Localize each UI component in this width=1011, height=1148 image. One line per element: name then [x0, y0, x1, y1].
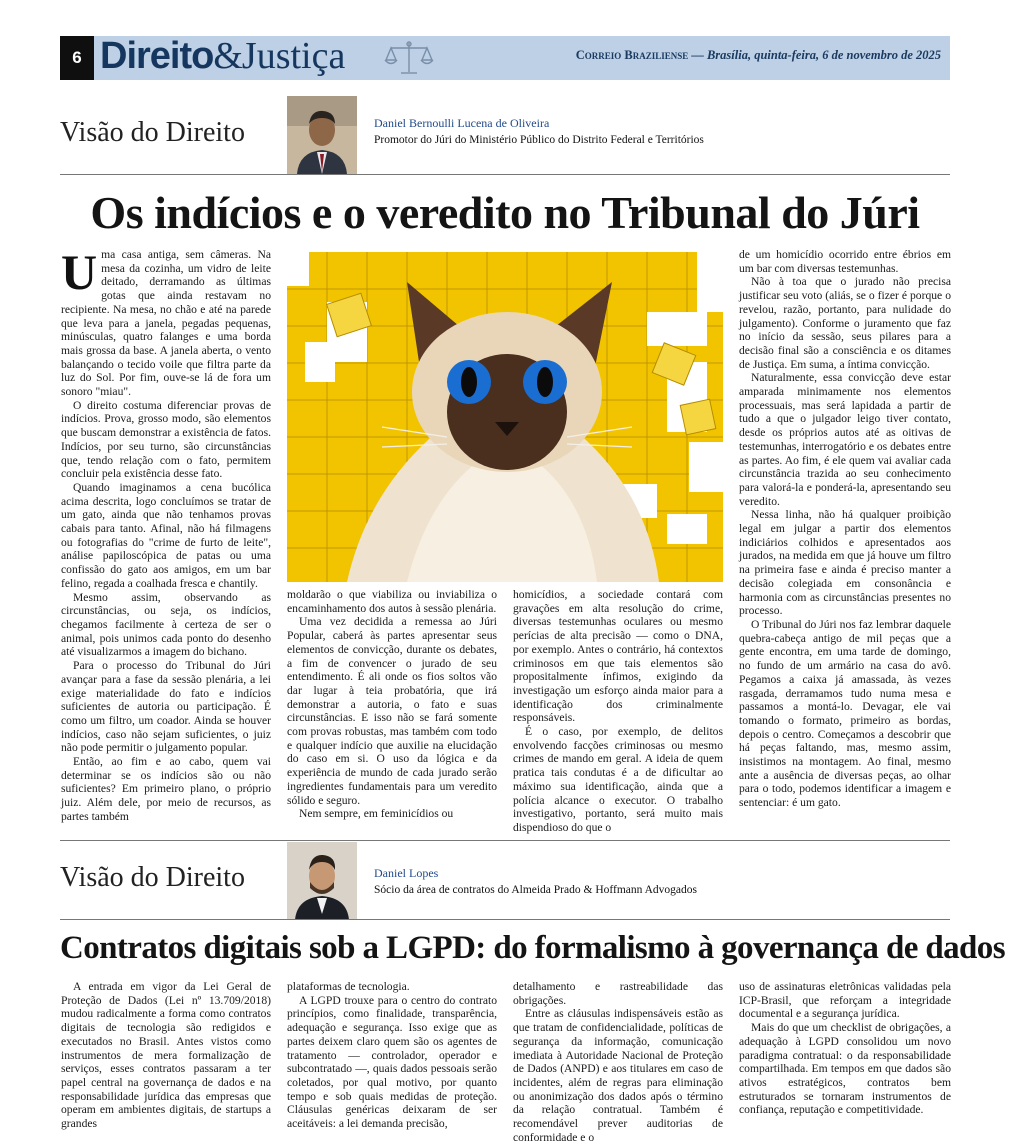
- paragraph: Mesmo assim, observando as circunstâncias, ou seja, os indícios, chegamos facilmente à certeza de ser o animal, pois unimos cada ponto do desenho até visualizarmos a imagem do bichano.: [61, 590, 271, 659]
- paragraph: É o caso, por exemplo, de delitos envolvendo facções criminosas ou mesmo crimes de mando em geral. A ideia de quem pratica tais condutas é a de dificultar ao máximo sua identificação, ainda que a polícia alcance o executor. O trabalho investigativo, portanto, será muito mais dispendioso do que o: [513, 725, 723, 834]
- paragraph: homicídios, a sociedade contará com gravações em alta resolução do crime, diversas testemunhas oculares ou mesmo perícias de alta precisão — como o DNA, por exemplo. Antes o contrário, há contextos criminosos em que tais elementos são propositalmente ínfimos, exigindo da investigação um esforço ainda maior para a identificação dos criminalmente responsáveis.: [513, 588, 723, 725]
- paragraph: de um homicídio ocorrido entre ébrios em um bar com diversas testemunhas.: [739, 248, 951, 275]
- headline-1: Os indícios e o veredito no Tribunal do Júri: [90, 187, 920, 238]
- paragraph: Mais do que um checklist de obrigações, a adequação à LGPD consolidou um novo paradigma contratual: o da responsabilidade compartilhada. Em tempos em que dados são ativos estratégicos, contratos bem estruturados se tornaram instrumentos de confiança, reputação e competitividade.: [739, 1021, 951, 1117]
- paragraph: detalhamento e rastreabilidade das obrigações.: [513, 980, 723, 1007]
- paragraph: Quando imaginamos a cena bucólica acima descrita, logo concluímos se tratar de um gato, ainda que não tenhamos provas cabais para tanto. Afinal, não há filmagens ou fotografias do "crime de furto de leite", análise papiloscópica de patas ou uma confissão do gato aos amigos, em um bar felino, regada a coalhada fresca e chantily.: [61, 480, 271, 590]
- article2-col2: [287, 980, 497, 1131]
- page-number: 6: [60, 36, 94, 80]
- article2-col4: [739, 980, 951, 1120]
- author-role-2: Sócio da área de contratos do Almeida Prado & Hoffmann Advogados: [374, 884, 697, 896]
- section-title: [100, 34, 345, 78]
- scales-of-justice-icon: [383, 40, 435, 76]
- paragraph: Não à toa que o jurado não precisa justificar seu voto (aliás, se o fizer é porque o revelou, razão, portanto, para nulidade do julgamento). Conforme o juramento que faz no início da sessão, seus pilares para a decisão final são a consciência e os ditames de Justiça. Em suma, a íntima convicção.: [739, 275, 951, 371]
- paragraph: A entrada em vigor da Lei Geral de Proteção de Dados (Lei nº 13.709/2018) mudou radicalmente a forma como contratos digitais de tecnologia são redigidos e executados no Brasil. Antes vistos como instrumentos de mera formalização de serviços, esses contratos passaram a ter papel central na governança de dados e na responsabilidade jurídica das empresas que operam em ambientes digitais, de startups a grandes: [61, 980, 271, 1131]
- paragraph: Uma vez decidida a remessa ao Júri Popular, caberá às partes apresentar seus elementos de convicção, durante os debates, a fim de convencer o jurado de seu entendimento. É ali onde os fios soltos vão dar lugar à teia probatória, que irá demonstrar a autoria, o fato e suas circunstâncias. E isso não se fará somente com provas robustas, mas também com todo e qualquer indício que auxilie na elucidação do caso em si. O uso da lógica e da experiência de mundo de cada jurado serão ingredientes fundamentais para um veredito sólido e seguro.: [287, 615, 497, 807]
- paragraph: ma casa antiga, sem câmeras. Na mesa da cozinha, um vidro de leite deitado, derramando as últimas gotas que ainda restavam no recipiente. Na mesa, no chão e até na parede que leva para a janela, pegadas pequenas, minúsculas, quatro falanges e uma borda mais grossa da base. A janela aberta, o vento balançando o tecido voile que filtra parte da luz do Sol. Por fim, ouve-se lá de fora um sonoro "miau".: [61, 248, 271, 399]
- article1-col4: [739, 248, 951, 814]
- paragraph: Entre as cláusulas indispensáveis estão as que tratam de confidencialidade, políticas de segurança da informação, comunicação imediata à Autoridade Nacional de Proteção de Dados (ANPD) e aos titulares em caso de incidentes, além de regras para eliminação ou anonimização dos dados após o término da relação contratual. Também é recomendável prever auditorias de conformidade e o: [513, 1007, 723, 1144]
- paragraph: Naturalmente, essa convicção deve estar amparada minimamente nos elementos processuais, mas será lapidada a partir de tudo a que o julgador leigo tiver contato, desde os próprios autos até as oitivas de testemunhas, interrogatório e os debates entre as partes. Ao fim, é ele quem vai avaliar cada circunstância trazida ao seu conhecimento para valorá-la e ponderá-la, apresentando seu veredito.: [739, 371, 951, 508]
- paragraph: Nem sempre, em feminicídios ou: [299, 807, 454, 821]
- divider-line: [60, 174, 950, 175]
- divider-line: [60, 840, 950, 841]
- author-name-1: Daniel Bernoulli Lucena de Oliveira: [374, 116, 550, 130]
- column-label-2: Visão do Direito: [60, 862, 245, 893]
- article1-col2: [287, 588, 497, 821]
- section-title-part2: Justiça: [241, 35, 346, 77]
- headline-2: Contratos digitais sob a LGPD: do formalismo à governança de dados: [60, 930, 1005, 966]
- author-role-1: Promotor do Júri do Ministério Público do Distrito Federal e Territórios: [374, 134, 704, 146]
- section-title-part1: Direito: [100, 35, 214, 77]
- paragraph: plataformas de tecnologia.: [287, 980, 410, 993]
- section-title-amp: &: [213, 35, 242, 77]
- author-photo-1: [287, 96, 357, 174]
- paragraph: A LGPD trouxe para o centro do contrato princípios, como finalidade, transparência, adequação e segurança. Isso exige que as partes deixem claro quem são os agentes de tratamento — controlador, operador e subcontratado —, quais dados pessoais serão coletados, por qual motivo, por quanto tempo e sob quais medidas de proteção. Cláusulas genéricas deixaram de ser aceitáveis: a lei demanda precisão,: [287, 993, 497, 1131]
- article1-col3: [513, 588, 723, 834]
- dateline: — Brasília, quinta-feira, 6 de novembro de 2025: [688, 48, 941, 62]
- article2-col1: [61, 980, 271, 1131]
- divider-line: [60, 919, 950, 920]
- column-label-1: Visão do Direito: [60, 117, 245, 148]
- article1-col1: [61, 244, 271, 823]
- drop-cap: U: [61, 244, 98, 300]
- paragraph: uso de assinaturas eletrônicas validadas pela ICP-Brasil, que reforçam a integridade documental e a segurança jurídica.: [739, 980, 951, 1021]
- paragraph: moldarão o que viabiliza ou inviabiliza o encaminhamento dos autos à sessão plenária.: [287, 588, 497, 615]
- author-name-2: Daniel Lopes: [374, 866, 439, 880]
- author-photo-2: [287, 842, 357, 920]
- article2-col3: [513, 980, 723, 1144]
- paragraph: Nessa linha, não há qualquer proibição legal em julgar a partir dos elementos indiciários colhidos e apresentados aos jurados, na medida em que já houve um filtro na primeira fase e ainda é preciso manter a decisão colegiada em consonância e harmonia com as circunstâncias presentes no processo.: [739, 508, 951, 618]
- puzzle-cat-illustration: [287, 252, 723, 582]
- masthead-dateline: [576, 48, 941, 63]
- paragraph: Para o processo do Tribunal do Júri avançar para a fase da sessão plenária, a lei exige materialidade do fato e indícios suficientes de autoria ou participação. É como um filtro, um coador. Ainda se houver indícios, caso não sejam suficientes, o juiz não pode permitir o julgamento popular.: [61, 659, 271, 755]
- paragraph: O direito costuma diferenciar provas de indícios. Prova, grosso modo, são elementos que buscam demonstrar a existência de fatos. Indícios, por seu turno, são circunstâncias que, tendo relação com o fato, permitem concluir pela existência desse fato.: [61, 398, 271, 481]
- paragraph: Então, ao fim e ao cabo, quem vai determinar se os indícios são ou não suficientes? Em primeiro plano, o próprio juiz. Além dele, por meio de recursos, as partes também: [61, 755, 271, 823]
- masthead-brand: Correio Braziliense: [575, 48, 689, 62]
- paragraph: O Tribunal do Júri nos faz lembrar daquele quebra-cabeça antigo de mil peças que a gente encontra, em uma tarde de domingo, no fundo de um armário na casa do avô. Pegamos a caixa já amassada, às vezes rasgada, derramamos tudo numa mesa e passamos a montá-lo. Devagar, ele vai tomando o formato, primeiro as bordas, depois o centro. Começamos a descobrir que há peças faltando, mas, mesmo assim, insistimos na montagem. Ao final, mesmo ante a ausência de diversas peças, ao olhar para o todo, podemos identificar a imagem e sentenciar: é um gato.: [739, 617, 951, 810]
